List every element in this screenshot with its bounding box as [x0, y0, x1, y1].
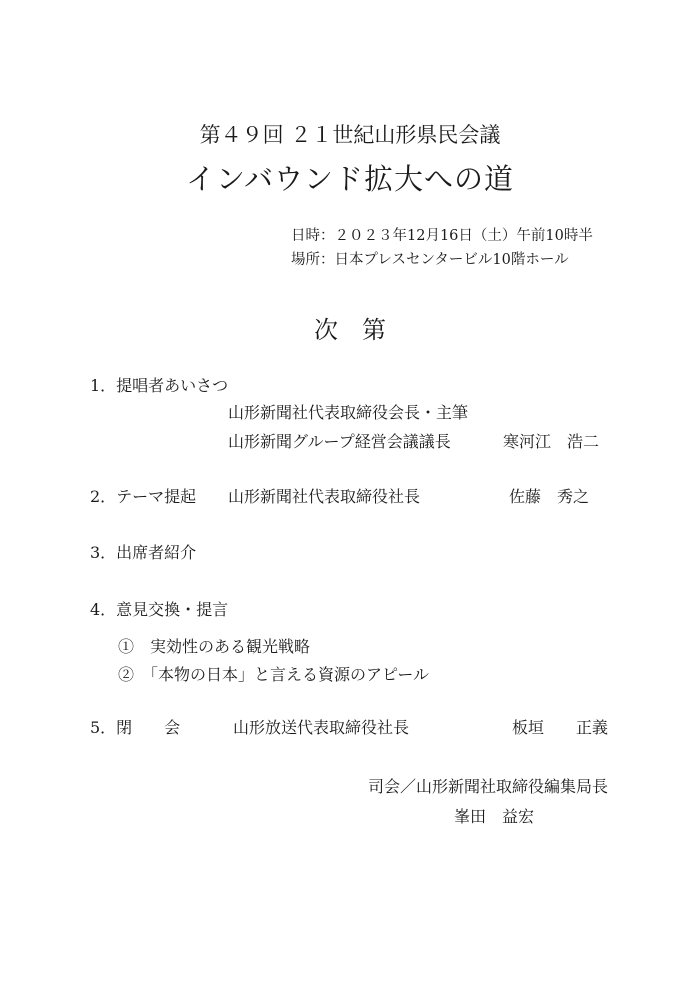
program-item-1-role-line1: 山形新聞社代表取締役会長・主筆 — [228, 403, 469, 422]
moderator-name: 峯田 益宏 — [454, 807, 535, 826]
program-item-1-person: 寒河江 浩二 — [503, 432, 600, 451]
program-item-3-label: 3．出席者紹介 — [90, 543, 197, 562]
event-line: 第４９回 ２１世紀山形県民会議 — [199, 123, 501, 147]
program-item-5-label: 5．閉 会 — [90, 718, 181, 737]
program-item-2-person: 佐藤 秀之 — [509, 487, 590, 506]
program-item-5-person: 板垣 正義 — [512, 718, 609, 737]
program-item-1-role-line2: 山形新聞グループ経営会議議長 — [228, 432, 451, 451]
program-item-4-sub-2: ② 「本物の日本」と言える資源のアピール — [118, 665, 430, 684]
program-item-2-label: 2．テーマ提起 — [90, 487, 197, 506]
program-item-1-label: 1．提唱者あいさつ — [90, 376, 229, 395]
event-place: 場所：日本プレスセンタービル10階ホール — [291, 252, 569, 268]
program-item-4-label: 4．意見交換・提言 — [90, 600, 229, 619]
moderator-role: 司会／山形新聞社取締役編集局長 — [368, 777, 609, 796]
program-item-5-role: 山形放送代表取締役社長 — [233, 718, 410, 737]
document-title: インバウンド拡大への道 — [186, 162, 514, 196]
program-heading: 次 第 — [314, 316, 386, 344]
program-item-4-sub-1: ① 実効性のある観光戦略 — [118, 637, 311, 656]
event-date: 日時：２０２３年12月16日（土）午前10時半 — [291, 228, 593, 244]
program-item-2-role: 山形新聞社代表取締役社長 — [228, 487, 421, 506]
